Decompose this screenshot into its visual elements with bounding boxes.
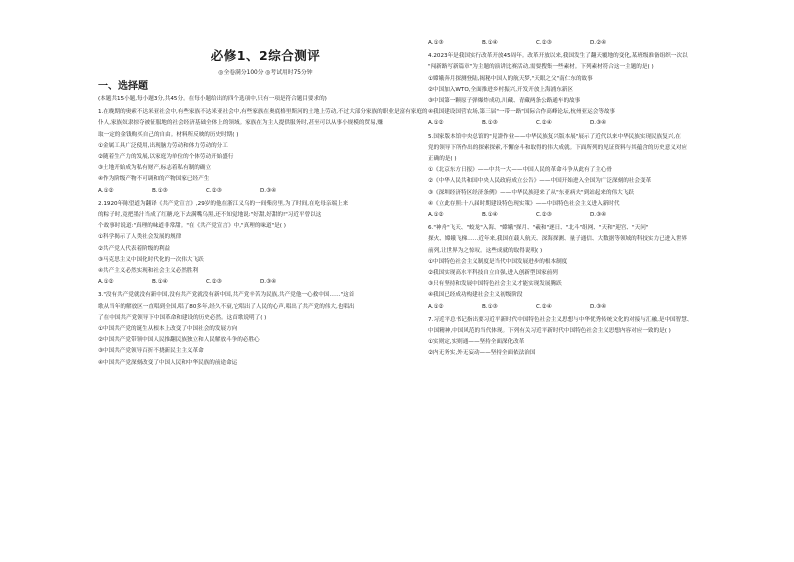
choice-a: A.①② [98, 187, 114, 194]
question-stem-line: 1.在晚期的奥索不达米亚社会中,有些家族不达米亚社会中,有些家族在奥底格里斯河的土地上劳动,不过大部分家族的职业是富有家庭的 [98, 109, 428, 116]
question-stem-line: 歌从当年的解放区一直唱到全国,唱了80多年,经久不衰,它唱出了人民的心声,唱出了共产党的伟大,也唱出 [98, 303, 355, 310]
option: ②《中华人民共和国中央人民政府成立公告》——中国开始进入全国为广泛深刻的社会变革 [428, 178, 652, 185]
option: ①科学揭示了人类社会发展的规律 [98, 234, 182, 241]
option: ②随着生产力的发展,以家庭为单位的个体劳动开始盛行 [98, 154, 234, 161]
choice-a: A.①② [428, 303, 444, 310]
option: ②内无务实,外无妄动——坚持全面依法治国 [428, 350, 536, 357]
question-stem-line: 了在中国共产党领导下中国革命和建设的历史必然。这首歌说明了( ) [98, 314, 267, 321]
option: ④《立此存照:十八届时期建设特色现实策》——中国特色社会主义进入新时代 [428, 200, 620, 207]
option: ②中国加入WTO,全面推进乡村振兴,开发开放上海浦东新区 [428, 86, 573, 93]
option: ④我国已经成功构建社会主义初级阶段 [428, 292, 523, 299]
option: ①金属工具广泛使用,出现脑力劳动和体力劳动的分工 [98, 142, 228, 149]
option: ③只有坚持和发展中国特色社会主义才能实现发展腾跃 [428, 281, 562, 288]
option: ④中国共产党深刻改变了中国人民和中华民族的前途命运 [98, 359, 238, 366]
choice-d: D.③④ [590, 303, 607, 310]
choice-d: D.③④ [260, 279, 277, 286]
choice-a: A.①③ [428, 40, 444, 46]
question-stem-line: 探火、嫦娥飞梯……近年来,我国在载人航天、深海探测、量子通信、大数据等领域的科技实力已进入世界 [428, 236, 688, 243]
option: ③马克思主义中国化时代化的一次伟大飞跃 [98, 256, 204, 263]
question-6 [428, 223, 763, 313]
question-stem-line: 正确的是( ) [428, 156, 457, 163]
question-stem-line: 中国精神,中国风范的当代体现。下列有关习近平新时代中国特色社会主义思想内容对应一致的是( ) [428, 328, 671, 335]
choice-b: B.①③ [152, 187, 168, 194]
question-stem-line: 前列,让世界为之惊叹。这些成就的取得说明( ) [428, 247, 543, 254]
choice-a: A.①② [98, 279, 114, 286]
question-stem-line: 个故事时说道:"真理的味道非常甜。"在《共产党宣言》中,"真理的味道"是( ) [98, 223, 286, 230]
question-stem-line: 5.国家版本馆中央总馆的"見證作业——中华民族复兴版本展"展示了近代以来中华民族实现民族复兴,在 [428, 133, 681, 140]
option: ①中国特色社会主义制度是当代中国发展进步的根本制度 [428, 258, 568, 265]
option: ④我国建设国营农场,第三届"一带一路"国际合作高峰论坛,杭州亚运会等故事 [428, 109, 616, 116]
answer-choices [98, 277, 433, 288]
choice-d: D.③④ [260, 187, 277, 194]
question-stem-line: 仆人,家族奴隶掠夺被征服地的社会经济基础全体上的领域。家族在为主人提供服务时,甚至可以从事小规模的贸易,赚 [98, 120, 384, 127]
option: ④作为阶级产物不可调和的产物国家已经产生 [98, 176, 210, 183]
option: ①实则定,实则通——坚持全面深化改革 [428, 339, 525, 346]
question-2 [98, 199, 433, 289]
question-7 [428, 315, 763, 360]
page-subtitle: ◎全卷满分100分 ◎考试用时75分钟 [218, 70, 313, 76]
question-5 [428, 132, 763, 222]
question-stem-line: 7.习近平总书记指出要习近平新时代中国特色社会主义思想与中华优秀传统文化的对接与汇融,是中国智慧、 [428, 316, 693, 323]
choice-d: D.②④ [590, 40, 607, 46]
question-stem-line: 党的领导下所作出的探索探索,不懈奋斗和取得的伟大成就。下面所列的见证资料与其蕴含的历史意义对应 [428, 144, 688, 151]
question-stem-line: "闯新路写新篇章"为主题的演讲比赛活动,需要搜集一些素材。下列素材符合这一主题的是( ) [428, 64, 654, 71]
answer-choices [428, 302, 763, 313]
option: ①中国共产党的诞生从根本上改变了中国社会的发展方向 [98, 326, 238, 333]
question-stem-line: 取一定的金钱购买自己的自由。材料所反映的历史时期( ) [98, 131, 239, 138]
option: ①《北京东方日报》——中共一大——中国人民的革命斗争从此有了主心骨 [428, 167, 613, 174]
question-stem-line: 4.2023年是我国实行改革开放45周年。改革开放以来,我国发生了翻天覆地的变化,某班级准备组织一次以 [428, 53, 688, 60]
option: ③中国共产党领导百折不挠新民主主义革命 [98, 348, 204, 355]
question-stem-line: 3."没有共产党就没有新中国,没有共产党就没有新中国,共产党辛苦为民族,共产党他一心救中国……"这首 [98, 292, 355, 299]
question-stem-line: 2.1920年陈望道为翻译《共产党宣言》,29岁的他在浙江义乌的一间柴房里,为了时间,在吃母亲端上来 [98, 200, 349, 207]
choice-b: B.①④ [482, 40, 498, 46]
choice-c: C.②③ [206, 279, 222, 286]
choice-c: C.②④ [536, 120, 552, 127]
question-4 [428, 51, 763, 129]
choice-b: B.①③ [482, 120, 498, 127]
choice-b: B.①③ [482, 303, 498, 310]
option: ②共产党人代表着阶级的利益 [98, 245, 171, 252]
section-heading: 一、选择题 [98, 81, 148, 92]
option: ③土地开始成为私有财产,标志着私有制的确立 [98, 165, 212, 172]
choice-a: A.①② [428, 212, 444, 219]
option: ②我国实现高水平科技自立自强,进入创新型国家前列 [428, 270, 558, 277]
choice-d: D.③④ [590, 212, 607, 219]
question-stem-line: 6."神舟"飞天、"蛟龙"入海、"嫦娥"探月、"羲和"逐日、"北斗"组网、"天和"迎宫、"天问" [428, 225, 649, 232]
answer-choices [428, 210, 763, 221]
choice-c: C.②③ [536, 212, 552, 219]
choice-d: D.③④ [590, 120, 607, 127]
choice-b: B.①④ [482, 212, 498, 219]
page-title: 必修1、2综合测评 [210, 48, 321, 63]
choice-c: C.②③ [536, 40, 552, 46]
answer-choices [428, 118, 763, 129]
choice-c: C.②④ [536, 303, 552, 310]
question-3 [98, 290, 433, 368]
option: ④共产主义必然实现和社会主义必然胜利 [98, 268, 199, 275]
right-column [428, 38, 763, 360]
section-note: (本题共15小题,每小题3分,共45分。在每小题给出的四个选项中,只有一项是符合题目要求的) [98, 96, 327, 102]
choice-c: C.②③ [206, 187, 222, 194]
answer-choices [98, 186, 433, 197]
option: ②中国共产党带领中国人民推翻民族独立和人民解放斗争的必胜心 [98, 337, 260, 344]
question-1 [98, 107, 433, 197]
option: ③中国第一颗原子弹爆炸成功,川藏、青藏两条公路通车的故事 [428, 98, 581, 105]
option: ③《深圳经济特区经济条例》——中华民族迎来了从"东亚病夫"到站起来的伟大飞跃 [428, 189, 634, 196]
choice-b: B.①④ [152, 279, 168, 286]
answer-choices [428, 38, 763, 49]
question-stem-line: 的粽子时,竟把墨汁当成了红糖,吃下去满嘴乌黑,还不知觉地说:"好甜,好甜的!"习近平曾以这 [98, 212, 322, 219]
left-column [98, 38, 433, 369]
choice-a: A.①② [428, 120, 444, 127]
option: ①嫦娥奔月探测登陆,揭秘中国人的航天梦,"天眼之父"南仁东的故事 [428, 75, 593, 82]
